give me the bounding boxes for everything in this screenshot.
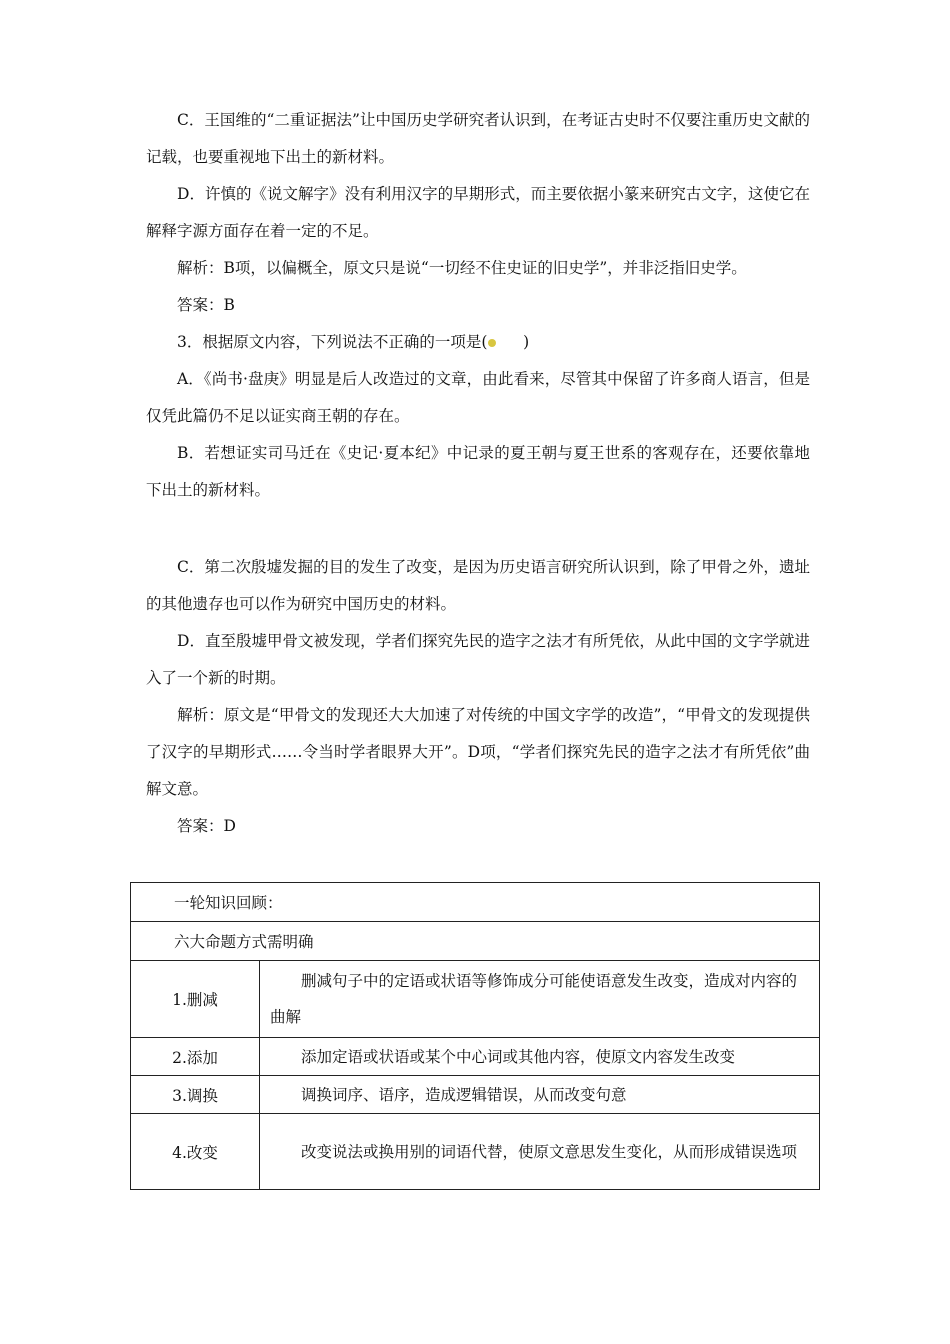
table-row: [131, 961, 820, 1038]
answer-2-text: 答案：B: [177, 296, 235, 314]
option-c2-text: C．第二次殷墟发掘的目的发生了改变，是因为历史语言研究所认识到，除了甲骨之外，遗址的其他遗存也可以作为研究中国历史的材料。: [146, 558, 810, 613]
option-b-paragraph: [146, 435, 810, 509]
highlight-mark-icon: [488, 339, 496, 347]
option-a-paragraph: [146, 361, 810, 435]
row-text-content: 删减句子中的定语或状语等修饰成分可能使语意发生改变，造成对内容的曲解: [270, 972, 798, 1026]
option-d2-text: D．直至殷墟甲骨文被发现，学者们探究先民的造字之法才有所凭依，从此中国的文字学就进入了一个新的时期。: [146, 632, 810, 687]
row-label: 2.添加: [131, 1038, 260, 1076]
row-text: [260, 1114, 820, 1190]
row-label: 4.改变: [131, 1114, 260, 1190]
table-row: [131, 1114, 820, 1190]
summary-table: [130, 882, 820, 1190]
table-subtitle: 六大命题方式需明确: [131, 922, 820, 961]
row-text: [260, 1038, 820, 1076]
row-text-content: 调换词序、语序，造成逻辑错误，从而改变句意: [301, 1085, 627, 1104]
table-row: [131, 1038, 820, 1076]
row-label: 1.删减: [131, 961, 260, 1038]
table-row: [131, 1076, 820, 1114]
question-3-text: 3．根据原文内容，下列说法不正确的一项是(: [177, 333, 488, 351]
analysis-2: [146, 250, 810, 287]
question-3: [146, 324, 810, 361]
option-d2-paragraph: [146, 623, 810, 697]
analysis-3-text: 解析：原文是“甲骨文的发现还大大加速了对传统的中国文字学的改造”，“甲骨文的发现提供了汉字的早期形式……令当时学者眼界大开”。D项，“学者们探究先民的造字之法才有所凭依”曲解文意。: [146, 706, 810, 798]
answer-2: [146, 287, 810, 324]
option-d-paragraph: [146, 176, 810, 250]
analysis-2-text: 解析：B项，以偏概全，原文只是说“一切经不住史证的旧史学”，并非泛指旧史学。: [177, 259, 747, 277]
option-c-text: C．王国维的“二重证据法”让中国历史学研究者认识到，在考证古史时不仅要注重历史文献的记载，也要重视地下出土的新材料。: [146, 111, 810, 166]
row-text-content: 添加定语或状语或某个中心词或其他内容，使原文内容发生改变: [301, 1047, 736, 1066]
option-b-text: B．若想证实司马迁在《史记·夏本纪》中记录的夏王朝与夏王世系的客观存在，还要依靠地下出土的新材料。: [146, 444, 810, 499]
option-d-text: D．许慎的《说文解字》没有利用汉字的早期形式，而主要依据小篆来研究古文字，这使它在解释字源方面存在着一定的不足。: [146, 185, 810, 240]
option-a-text: A．《尚书·盘庚》明显是后人改造过的文章，由此看来，尽管其中保留了许多商人语言，但是仅凭此篇仍不足以证实商王朝的存在。: [146, 370, 810, 425]
answer-3: [146, 808, 810, 845]
option-c-paragraph: [146, 102, 810, 176]
option-c2-paragraph: [146, 549, 810, 623]
row-text: [260, 961, 820, 1038]
answer-3-text: 答案：D: [177, 817, 236, 835]
table-title: 一轮知识回顾：: [131, 883, 820, 922]
question-3-close: ): [523, 333, 530, 351]
analysis-3: [146, 697, 810, 808]
row-text: [260, 1076, 820, 1114]
row-label: 3.调换: [131, 1076, 260, 1114]
row-text-content: 改变说法或换用别的词语代替，使原文意思发生变化，从而形成错误选项: [301, 1142, 798, 1161]
